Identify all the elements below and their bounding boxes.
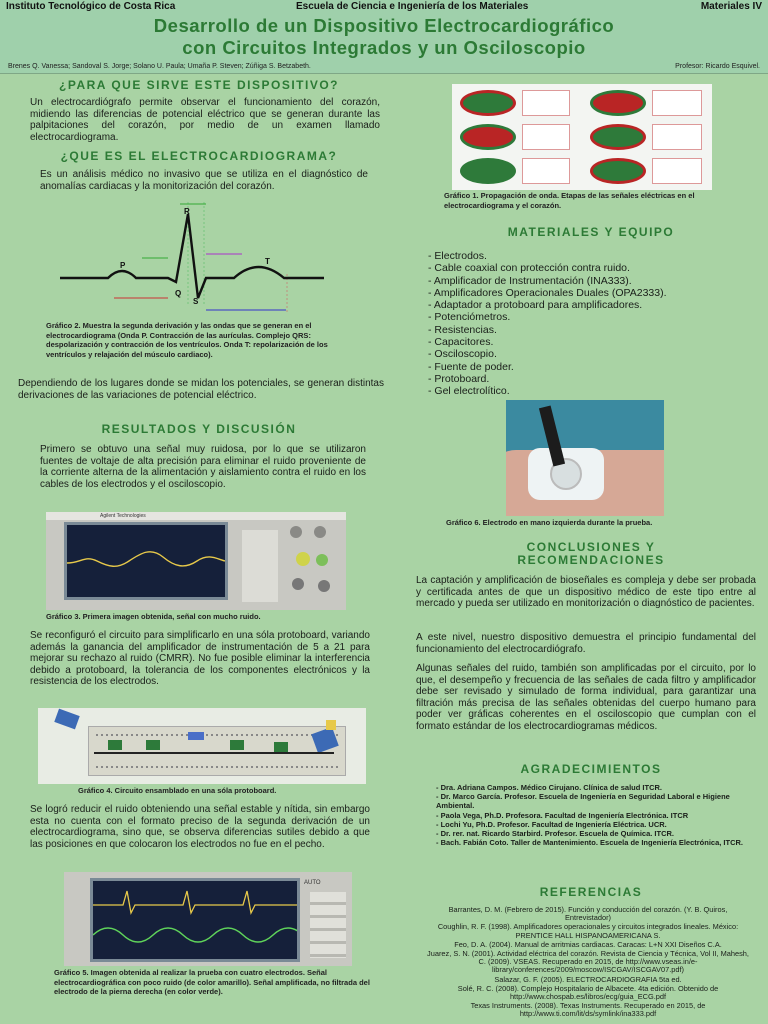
- ecg-label-q: Q: [175, 289, 182, 298]
- oscilloscope-brand: Agilent Technologies: [100, 513, 146, 519]
- heading-conclusiones-line-1: CONCLUSIONES Y: [526, 540, 656, 554]
- caption-grafico-4: Gráfico 4. Circuito ensamblado en una sóla protoboard.: [78, 786, 277, 795]
- reference-item: Coughlin, R. F. (1998). Amplificadores operacionales y circuitos integrados lineales. México: PRENTICE HALL HISPANOAMERICANA S.: [437, 922, 739, 940]
- paragraph-resultados-2: Se reconfiguró el circuito para simplificarlo en una sóla protoboard, variando además la ganancia del amplificador de instrumentación de 5 a 21 para mejorar su rechazo al ruido (CMRR). No fue posible eliminar la interferencia debido a protoboard, la tolerancia de los componentes electrónicos y la resistencia de los electrodos.: [30, 630, 370, 688]
- course-name: Materiales IV: [700, 1, 762, 12]
- caption-grafico-6: Gráfico 6. Electrodo en mano izquierda durante la prueba.: [446, 518, 653, 527]
- heading-conclusiones: [424, 541, 758, 567]
- caption-grafico-1: Gráfico 1. Propagación de onda. Etapas de las señales eléctricas en el electrocardiograma y el corazón.: [444, 191, 695, 210]
- ecg-label-r: R: [184, 207, 190, 216]
- heading-resultados: RESULTADOS Y DISCUSIÓN: [101, 422, 297, 436]
- institution-name: Instituto Tecnológico de Costa Rica: [6, 1, 176, 12]
- ack-item: - Lochi Yu, Ph.D. Profesor. Facultad de Ingeniería Eléctrica. UCR.: [436, 819, 667, 829]
- title-line-1: Desarrollo de un Dispositivo Electrocardiográfico: [153, 15, 615, 36]
- heading-para-que-sirve: ¿PARA QUE SIRVE ESTE DISPOSITIVO?: [59, 78, 339, 92]
- professor: Profesor: Ricardo Esquivel.: [675, 63, 760, 70]
- reference-item: Texas Instruments. (2008). Texas Instruments. Recuperado en 2015, de http://www.ti.com/lit/ds/symlink/ina333.pdf: [470, 1001, 706, 1019]
- list-item: - Potenciómetros.: [428, 311, 511, 324]
- clean-signal-traces: [93, 881, 297, 959]
- poster-title: [0, 15, 768, 59]
- ecg-label-s: S: [193, 297, 199, 306]
- caption-grafico-3: Gráfico 3. Primera imagen obtenida, señal con mucho ruido.: [46, 612, 261, 621]
- list-item: - Gel electrolítico.: [428, 385, 510, 398]
- noisy-signal-trace: [67, 525, 225, 597]
- list-item: - Protoboard.: [428, 372, 490, 385]
- paragraph-derivaciones: Dependiendo de los lugares donde se midan los potenciales, se generan distintas derivaciones de las variaciones de potencial eléctrico.: [18, 378, 384, 401]
- paragraph-resultados-3: Se logró reducir el ruido obteniendo una señal estable y nítida, sin embargo esta no cuenta con el formato preciso de la segunda derivación de un electrocardiograma, sino que, se observa diferencias sutiles debido a que las posiciones en que colocaron los electrodos no fue en el pecho.: [30, 804, 370, 850]
- heading-agradecimientos: AGRADECIMIENTOS: [520, 762, 662, 776]
- reference-item: Juarez, S. N. (2001). Actividad eléctrica del corazón. Revista de Ciencia y Técnica, Vol II, Mahesh, C. (2009). VSEAS. Recuperado en 2015, de http://www.vseas.in/e-library/conferences/2009/moscow/ISCGAV/ISCGAV07.pdf): [427, 949, 749, 975]
- paragraph-resultados-1: Primero se obtuvo una señal muy ruidosa, por lo que se utilizaron fuentes de voltaje de alta precisión para eliminar el ruido proveniente de la corriente alterna de la alimentación y aislamiento contra el ruido en los cables de los electrodos y el osciloscopio.: [40, 444, 366, 490]
- school-name: Escuela de Ciencia e Ingeniería de los Materiales: [296, 1, 529, 12]
- ecg-label-p: P: [120, 261, 126, 270]
- list-item: - Adaptador a protoboard para amplificadores.: [428, 299, 643, 312]
- paragraph-conclusiones-1: La captación y amplificación de bioseñales es compleja y debe ser probada y certificada antes de que un dispositivo médico de este tipo entre al mercado y pueda ser utilizado en monitorización o diagnóstico de pacientes.: [416, 575, 756, 610]
- ack-item: - Dra. Adriana Campos. Médico Cirujano. Clínica de salud ITCR.: [436, 783, 663, 792]
- paragraph-conclusiones-2: A este nivel, nuestro dispositivo demuestra el principio fundamental del funcionamiento del electrocardiógrafo.: [416, 632, 756, 655]
- list-item: - Osciloscopio.: [428, 348, 497, 361]
- heading-referencias: REFERENCIAS: [539, 885, 643, 899]
- oscilloscope-photo-1: [46, 512, 346, 610]
- list-item: - Electrodos.: [428, 250, 487, 262]
- ecg-label-t: T: [265, 257, 270, 266]
- ecg-diagram: [56, 194, 328, 316]
- list-item: - Resistencias.: [428, 323, 497, 336]
- title-line-2: con Circuitos Integrados y un Osciloscopio: [182, 37, 586, 58]
- paragraph-para-que-sirve: Un electrocardiógrafo permite observar el funcionamiento del corazón, midiendo las diferencias de potencial eléctrico que se generan durante las palpitaciones del corazón, por medio de un examen llamado electrocardiograma.: [30, 97, 380, 143]
- electrode-hand-photo: [506, 400, 664, 516]
- heart-propagation-image: [452, 84, 712, 190]
- heading-que-es-ecg: ¿QUE ES EL ELECTROCARDIOGRAMA?: [60, 149, 338, 164]
- poster-header: [0, 0, 768, 74]
- left-column: [14, 78, 384, 193]
- authors: Brenes Q. Vanessa; Sandoval S. Jorge; Solano U. Paula; Umaña P. Steven; Zúñiga S. Betzabeth.: [8, 63, 311, 70]
- oscilloscope-photo-2: [64, 872, 352, 966]
- reference-item: Solé, R. C. (2008). Complejo Hospitalario de Albacete. 4ta edición. Obtenido de http://www.chospab.es/libros/ecg/guia_ECG.pdf: [457, 983, 719, 1002]
- materials-list: [428, 250, 748, 398]
- reference-item: Barrantes, D. M. (Febrero de 2015). Función y conducción del corazón. (Y. B. Quiros, Entrevistador): [448, 905, 728, 923]
- heading-conclusiones-line-2: RECOMENDACIONES: [517, 553, 665, 567]
- list-item: - Amplificador de Instrumentación (INA333).: [428, 274, 632, 287]
- protoboard-photo: [38, 708, 366, 784]
- list-item: - Cable coaxial con protección contra ruido.: [428, 262, 630, 275]
- ack-item: - Dr. rer. nat. Ricardo Starbird. Profesor. Escuela de Química. ITCR.: [436, 829, 674, 839]
- ack-item: - Paola Vega, Ph.D. Profesora. Facultad de Ingeniería Electrónica. ITCR: [436, 810, 689, 820]
- paragraph-conclusiones-3: Algunas señales del ruido, también son amplificadas por el circuito, por lo que, el desempeño y frecuencia de las señales de cada filtro y amplificador debe ser revisado y simulado de forma individual, para garantizar una filtración más precisa de las señales obtenidas del cuerpo humano para poder ver gráficas coherentes en el osciloscopio que cumplan con el formato estándar de los electrocardiogramas médicos.: [416, 663, 756, 732]
- list-item: - Amplificadores Operacionales Duales (OPA2333).: [428, 286, 667, 299]
- list-item: - Fuente de poder.: [428, 360, 514, 373]
- auto-label: AUTO: [304, 880, 321, 886]
- paragraph-que-es-ecg: Es un análisis médico no invasivo que se utiliza en el diagnóstico de anomalías cardiacas y la monitorización del corazón.: [40, 169, 368, 192]
- heading-materiales: MATERIALES Y EQUIPO: [507, 225, 675, 239]
- reference-item: Salazar, G. F. (2005). ELECTROCARDIOGRAFIA 5ta ed.: [494, 974, 682, 984]
- list-item: - Capacitores.: [428, 336, 494, 349]
- caption-grafico-5: Gráfico 5. Imagen obtenida al realizar la prueba con cuatro electrodos. Señal electrocardiográfica con poco ruido (de color amarillo). Señal amplificada, no filtrada del electrodo de la pierna derecha (en color verde).: [54, 968, 370, 996]
- ack-item: - Bach. Fabián Coto. Taller de Mantenimiento. Escuela de Ingeniería Electrónica, ITCR.: [436, 838, 744, 848]
- reference-item: Feo, D. A. (2004). Manual de arritmias cardiacas. Caracas: L+N XXI Diseños C.A.: [454, 939, 722, 949]
- ack-item: - Dr. Marco García. Profesor. Escuela de Ingeniería en Seguridad Laboral e Higiene Ambiental.: [436, 792, 730, 811]
- caption-grafico-2: Gráfico 2. Muestra la segunda derivación y las ondas que se generan en el electrocardiograma (Onda P. Contracción de las aurículas. Complejo QRS: despolarización y contracción de los ventrículos. Onda T: repolarización de los ventrículos y relajación del músculo cardiaco).: [46, 321, 328, 359]
- acknowledgements: [436, 783, 746, 847]
- references-list: [426, 906, 750, 1020]
